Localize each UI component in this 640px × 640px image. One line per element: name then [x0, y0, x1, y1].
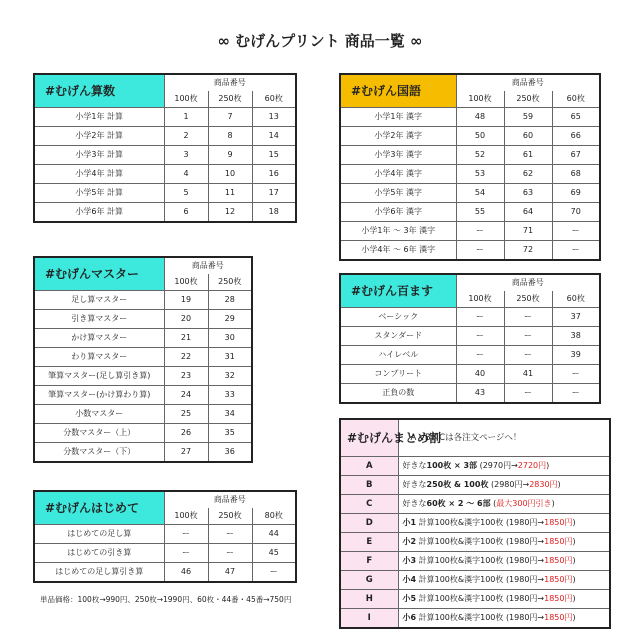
product-number: 38 [552, 327, 600, 346]
kokugo-caption: 商品番号 [456, 74, 600, 91]
product-number: ー [552, 241, 600, 261]
row-label: 分数マスター（上） [34, 424, 164, 443]
set-price: 2830円 [529, 480, 558, 489]
table-row [34, 310, 252, 329]
set-price: 1850円 [544, 537, 573, 546]
product-number: 16 [252, 165, 296, 184]
table-row [340, 495, 610, 514]
product-number: 25 [164, 405, 208, 424]
table-row [340, 457, 610, 476]
product-number: ー [504, 346, 552, 365]
set-description [398, 571, 610, 590]
table-row [34, 108, 296, 127]
product-number: 14 [252, 127, 296, 146]
table-row [340, 308, 600, 327]
matome-table [339, 418, 611, 629]
row-label: はじめての足し算引き算 [34, 563, 164, 583]
product-number: 19 [164, 291, 208, 310]
sansu-title: #むげん算数 [34, 74, 164, 108]
master-title: #むげんマスター [34, 257, 164, 291]
row-label: 小学4年 漢字 [340, 165, 456, 184]
product-number: 34 [208, 405, 252, 424]
product-number: 46 [164, 563, 208, 583]
set-bold: 小2 [402, 537, 417, 546]
table-row [340, 222, 600, 241]
product-number: 64 [504, 203, 552, 222]
product-number: 48 [456, 108, 504, 127]
product-number: 5 [164, 184, 208, 203]
product-number: 22 [164, 348, 208, 367]
footnote: 単品価格：100枚→990円、250枚→1990円、60枚・44番・45番→750円 [40, 595, 292, 604]
hyakumasu-table [339, 273, 601, 404]
row-label: 小学1年 ～ 3年 漢字 [340, 222, 456, 241]
set-description [398, 609, 610, 629]
row-label: ベーシック [340, 308, 456, 327]
page-title: ∞ むげんプリント 商品一覧 ∞ [217, 32, 423, 50]
set-code: E [340, 533, 398, 552]
row-label: 小学3年 計算 [34, 146, 164, 165]
row-label: 小学5年 計算 [34, 184, 164, 203]
row-label: 小学1年 計算 [34, 108, 164, 127]
set-mid: 計算100枚&漢字100枚 (1980円→ [416, 613, 545, 622]
product-number: 33 [208, 386, 252, 405]
row-label: 引き算マスター [34, 310, 164, 329]
table-row [34, 544, 296, 563]
product-number: 23 [164, 367, 208, 386]
product-number: 28 [208, 291, 252, 310]
set-mid: 計算100枚&漢字100枚 (1980円→ [416, 575, 545, 584]
hajimete-caption: 商品番号 [164, 491, 296, 508]
product-number: ー [208, 525, 252, 544]
product-number: 47 [208, 563, 252, 583]
row-label: 小学2年 計算 [34, 127, 164, 146]
set-post: ) [572, 594, 576, 603]
set-code: C [340, 495, 398, 514]
table-row [340, 346, 600, 365]
set-mid: 計算100枚&漢字100枚 (1980円→ [416, 518, 545, 527]
row-label: はじめての足し算 [34, 525, 164, 544]
row-label: 小学6年 計算 [34, 203, 164, 223]
product-number: 10 [208, 165, 252, 184]
product-number: ー [456, 346, 504, 365]
row-label: 小学1年 漢字 [340, 108, 456, 127]
product-number: 70 [552, 203, 600, 222]
product-number: 26 [164, 424, 208, 443]
product-number: 59 [504, 108, 552, 127]
set-bold: 小3 [402, 556, 417, 565]
matome-phrase: A・B・Cは各注文ページへ！ [398, 419, 610, 457]
row-label: 小学2年 漢字 [340, 127, 456, 146]
set-mid: (2970円→ [477, 461, 518, 470]
table-row [34, 405, 252, 424]
set-post: ) [572, 575, 576, 584]
row-label: 小学6年 漢字 [340, 203, 456, 222]
set-bold: 小6 [402, 613, 417, 622]
table-row [340, 146, 600, 165]
hyakumasu-title: #むげん百ます [340, 274, 456, 308]
set-mid: ( [490, 499, 497, 508]
product-number: 29 [208, 310, 252, 329]
set-bold: 小5 [402, 594, 417, 603]
product-number: ー [164, 544, 208, 563]
set-price: 1850円 [544, 518, 573, 527]
row-label: かけ算マスター [34, 329, 164, 348]
product-number: 1 [164, 108, 208, 127]
product-number: 43 [456, 384, 504, 404]
product-number: 39 [552, 346, 600, 365]
table-row [340, 552, 610, 571]
product-number: 30 [208, 329, 252, 348]
product-number: 15 [252, 146, 296, 165]
product-number: 17 [252, 184, 296, 203]
row-label: コンプリート [340, 365, 456, 384]
set-post: ) [551, 499, 555, 508]
set-price: 2720円 [517, 461, 547, 470]
product-number: ー [456, 222, 504, 241]
set-post: ) [572, 537, 576, 546]
kokugo-col-60: 60枚 [552, 91, 600, 108]
product-number: 72 [504, 241, 552, 261]
set-post: ) [557, 480, 561, 489]
set-pre: 好きな [402, 480, 427, 489]
product-number: 71 [504, 222, 552, 241]
set-description [398, 476, 610, 495]
product-number: ー [456, 327, 504, 346]
row-label: 小学4年 計算 [34, 165, 164, 184]
table-row [34, 329, 252, 348]
set-code: F [340, 552, 398, 571]
product-number: ー [504, 308, 552, 327]
table-row [34, 146, 296, 165]
set-description [398, 514, 610, 533]
master-table [33, 256, 253, 463]
table-row [340, 203, 600, 222]
sansu-caption: 商品番号 [164, 74, 296, 91]
set-code: D [340, 514, 398, 533]
hyakumasu-col-250: 250枚 [504, 291, 552, 308]
set-pre: 好きな [402, 499, 427, 508]
product-number: 69 [552, 184, 600, 203]
sansu-table [33, 73, 297, 223]
product-number: 18 [252, 203, 296, 223]
set-code: G [340, 571, 398, 590]
product-number: 40 [456, 365, 504, 384]
product-number: 67 [552, 146, 600, 165]
product-number: 63 [504, 184, 552, 203]
row-label: わり算マスター [34, 348, 164, 367]
table-row [34, 424, 252, 443]
table-row [340, 514, 610, 533]
table-row [340, 327, 600, 346]
product-number: 21 [164, 329, 208, 348]
product-number: 66 [552, 127, 600, 146]
set-post: ) [572, 518, 576, 527]
master-caption: 商品番号 [164, 257, 252, 274]
product-number: 37 [552, 308, 600, 327]
row-label: 小学5年 漢字 [340, 184, 456, 203]
table-row [340, 609, 610, 629]
product-number: 13 [252, 108, 296, 127]
hyakumasu-col-60: 60枚 [552, 291, 600, 308]
master-col-100: 100枚 [164, 274, 208, 291]
product-number: 65 [552, 108, 600, 127]
product-number: 9 [208, 146, 252, 165]
product-number: ー [552, 222, 600, 241]
row-label: スタンダード [340, 327, 456, 346]
set-code: B [340, 476, 398, 495]
product-number: 3 [164, 146, 208, 165]
set-bold: 小4 [402, 575, 417, 584]
table-row [34, 367, 252, 386]
hyakumasu-col-100: 100枚 [456, 291, 504, 308]
product-number: 45 [252, 544, 296, 563]
set-bold: 250枚 & 100枚 [426, 480, 489, 489]
product-number: 8 [208, 127, 252, 146]
product-number: ー [552, 365, 600, 384]
product-number: 36 [208, 443, 252, 463]
product-number: 54 [456, 184, 504, 203]
set-code: I [340, 609, 398, 629]
set-post: ) [572, 613, 576, 622]
set-price: 1850円 [544, 556, 573, 565]
table-row [340, 165, 600, 184]
table-row [34, 525, 296, 544]
sansu-col-250: 250枚 [208, 91, 252, 108]
set-post: ) [572, 556, 576, 565]
table-row [340, 184, 600, 203]
table-row [34, 386, 252, 405]
product-number: 31 [208, 348, 252, 367]
hajimete-col-250: 250枚 [208, 508, 252, 525]
row-label: 小学4年 ～ 6年 漢字 [340, 241, 456, 261]
product-number: 32 [208, 367, 252, 386]
product-number: 24 [164, 386, 208, 405]
product-number: ー [504, 327, 552, 346]
set-post: ) [546, 461, 550, 470]
table-row [34, 203, 296, 223]
set-price: 最大300円引き [496, 499, 552, 508]
product-number: 52 [456, 146, 504, 165]
set-bold: 小1 [402, 518, 417, 527]
product-number: ー [456, 308, 504, 327]
set-code: H [340, 590, 398, 609]
set-price: 1850円 [544, 594, 573, 603]
set-mid: 計算100枚&漢字100枚 (1980円→ [416, 594, 545, 603]
set-bold: 100枚 × 3部 [426, 461, 478, 470]
product-number: 6 [164, 203, 208, 223]
table-row [34, 165, 296, 184]
row-label: 小学3年 漢字 [340, 146, 456, 165]
table-row [34, 291, 252, 310]
product-number: 7 [208, 108, 252, 127]
row-label: 筆算マスター(かけ算わり算) [34, 386, 164, 405]
product-number: ー [504, 384, 552, 404]
set-price: 1850円 [544, 613, 573, 622]
row-label: 小数マスター [34, 405, 164, 424]
set-description [398, 533, 610, 552]
product-number: 20 [164, 310, 208, 329]
matome-title: #むげんまとめ割 [340, 419, 398, 457]
table-row [340, 590, 610, 609]
product-number: 68 [552, 165, 600, 184]
sansu-col-100: 100枚 [164, 91, 208, 108]
row-label: はじめての引き算 [34, 544, 164, 563]
hyakumasu-caption: 商品番号 [456, 274, 600, 291]
table-row [340, 384, 600, 404]
table-row [340, 571, 610, 590]
product-number: ー [456, 241, 504, 261]
product-number: 12 [208, 203, 252, 223]
table-row [340, 108, 600, 127]
table-row [34, 348, 252, 367]
product-number: 62 [504, 165, 552, 184]
set-price: 1850円 [544, 575, 573, 584]
product-number: 41 [504, 365, 552, 384]
product-number: 50 [456, 127, 504, 146]
product-number: 60 [504, 127, 552, 146]
set-mid: (2980円→ [488, 480, 530, 489]
hajimete-col-100: 100枚 [164, 508, 208, 525]
row-label: 足し算マスター [34, 291, 164, 310]
product-number: ー [208, 544, 252, 563]
set-description [398, 590, 610, 609]
product-number: 27 [164, 443, 208, 463]
product-number: 55 [456, 203, 504, 222]
row-label: 分数マスター（下） [34, 443, 164, 463]
product-number: 4 [164, 165, 208, 184]
product-number: 61 [504, 146, 552, 165]
hajimete-table [33, 490, 297, 583]
hajimete-col-80: 80枚 [252, 508, 296, 525]
table-row [340, 476, 610, 495]
set-pre: 好きな [402, 461, 427, 470]
set-description [398, 552, 610, 571]
row-label: 正負の数 [340, 384, 456, 404]
set-bold: 60枚 × 2 ～ 6部 [426, 499, 491, 508]
table-row [34, 443, 252, 463]
product-number: 2 [164, 127, 208, 146]
master-col-250: 250枚 [208, 274, 252, 291]
table-row [34, 563, 296, 583]
set-description [398, 457, 610, 476]
table-row [340, 533, 610, 552]
kokugo-col-100: 100枚 [456, 91, 504, 108]
kokugo-table [339, 73, 601, 261]
product-number: ー [552, 384, 600, 404]
product-number: ー [164, 525, 208, 544]
table-row [340, 127, 600, 146]
product-number: 53 [456, 165, 504, 184]
kokugo-title: #むげん国語 [340, 74, 456, 108]
table-row [340, 365, 600, 384]
product-number: 35 [208, 424, 252, 443]
table-row [340, 241, 600, 261]
set-mid: 計算100枚&漢字100枚 (1980円→ [416, 556, 545, 565]
table-row [34, 184, 296, 203]
row-label: 筆算マスター(足し算引き算) [34, 367, 164, 386]
product-number: 11 [208, 184, 252, 203]
table-row [34, 127, 296, 146]
sansu-col-60: 60枚 [252, 91, 296, 108]
hajimete-title: #むげんはじめて [34, 491, 164, 525]
kokugo-col-250: 250枚 [504, 91, 552, 108]
product-number: ー [252, 563, 296, 583]
row-label: ハイレベル [340, 346, 456, 365]
set-code: A [340, 457, 398, 476]
product-number: 44 [252, 525, 296, 544]
set-description [398, 495, 610, 514]
set-mid: 計算100枚&漢字100枚 (1980円→ [416, 537, 545, 546]
